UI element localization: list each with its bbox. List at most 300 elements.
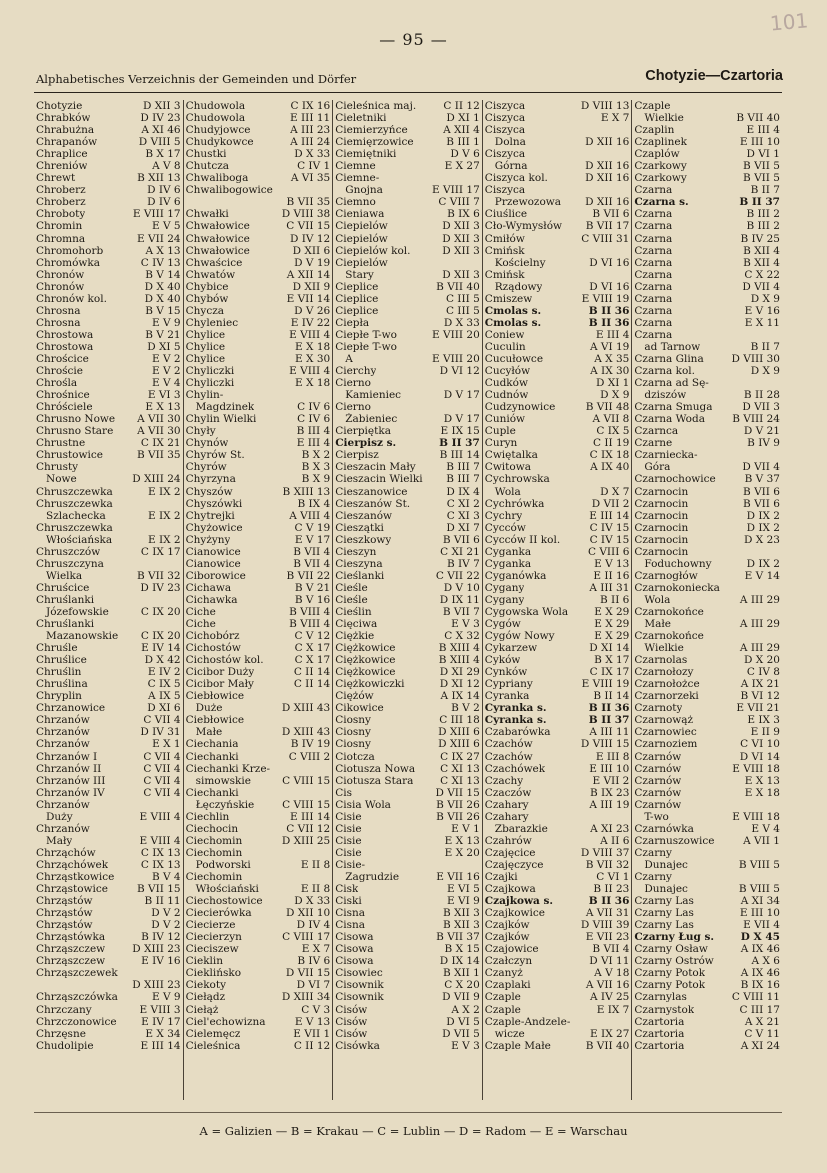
place-name: Chruszczyna: [36, 557, 104, 570]
place-name: Ciszyca: [484, 112, 526, 125]
index-entry: [36, 522, 181, 534]
map-code: C II 14: [293, 678, 331, 691]
place-name: Cieszkowy: [335, 533, 392, 546]
map-code: [328, 714, 330, 726]
place-name: Czaple Małe: [484, 1039, 551, 1052]
place-name: Chyliczki: [185, 365, 235, 378]
place-name: Kościelny: [494, 256, 546, 269]
index-entry: [36, 413, 181, 425]
index-entry: [36, 714, 181, 726]
place-name: Ciechanki: [185, 786, 239, 799]
map-code: [179, 522, 181, 534]
map-code: C IX 13: [140, 858, 181, 871]
index-entry: [485, 666, 630, 678]
map-code: C IV 13: [140, 256, 181, 269]
index-entry: [335, 702, 480, 714]
place-name: Cieślanki: [335, 569, 385, 582]
place-name: Chrząstówka: [36, 931, 106, 944]
map-code: A IX 14: [440, 690, 480, 703]
index-entry: [36, 353, 181, 365]
map-code: C IX 17: [140, 545, 181, 558]
place-name: Zbarazkie: [494, 822, 548, 835]
index-entry: [485, 245, 630, 257]
map-code: D IV 31: [140, 726, 181, 739]
place-name: Cieśle: [335, 581, 368, 594]
place-name: Ciecierzyn: [185, 931, 242, 944]
map-code: D V 17: [443, 389, 480, 402]
index-entry: [485, 257, 630, 269]
place-name: Ciszyca: [484, 124, 526, 137]
index-entry: [186, 955, 331, 967]
map-code: [179, 799, 181, 811]
place-name: Czarny Ostrów: [634, 955, 714, 968]
index-entry: [634, 498, 780, 510]
index-entry: [634, 184, 780, 196]
map-code: B II 6: [600, 593, 630, 606]
map-code: B XII 1: [442, 967, 480, 980]
map-code: E VI 9: [447, 895, 480, 908]
index-entry: [634, 678, 780, 690]
map-code: [179, 498, 181, 510]
place-name: Cichostów: [185, 642, 241, 655]
running-header-range: Chotyzie—Czartoria: [645, 68, 783, 84]
place-name: Cyranka: [484, 690, 530, 703]
index-entry: [36, 100, 181, 112]
place-name: Czajęczyce: [484, 858, 544, 871]
index-entry: [335, 112, 480, 124]
index-entry: [186, 811, 331, 823]
place-name: Czarny Osław: [634, 943, 708, 956]
map-code: A VIII 4: [289, 509, 331, 522]
place-name: Cierno: [335, 377, 371, 390]
place-name: Chrzęsne: [36, 1027, 86, 1040]
place-name: Czarna Smuga: [634, 401, 713, 414]
index-entry: [634, 269, 780, 281]
place-name: Czartoria: [634, 1027, 685, 1040]
map-code: D V 21: [743, 425, 780, 438]
map-code: B V 37: [744, 473, 780, 486]
map-code: D XIII 23: [132, 979, 181, 992]
map-code: A IX 46: [740, 967, 780, 980]
place-name: Chwałowice: [185, 232, 250, 245]
place-name: Chrzanów IV: [36, 786, 105, 799]
place-name: Czachów: [484, 750, 533, 763]
map-code: B II 14: [593, 690, 630, 703]
map-code: B III 4: [296, 425, 331, 438]
map-code: [328, 847, 330, 859]
place-name: Czarnocin: [634, 485, 689, 498]
map-code: D VII 4: [742, 461, 780, 474]
map-code: E X 13: [444, 834, 480, 847]
place-name: Czarnocin: [634, 509, 689, 522]
map-code: E V 14: [744, 569, 780, 582]
place-name: Ciepielów: [335, 232, 388, 245]
index-entry: [186, 991, 331, 1003]
index-entry: [485, 522, 630, 534]
map-code: [778, 847, 780, 859]
map-code: B VII 4: [592, 943, 630, 956]
index-entry: [335, 329, 480, 341]
index-entry: [36, 895, 181, 907]
index-entry: [36, 558, 181, 570]
map-code: B VII 32: [136, 569, 181, 582]
index-entry: [335, 534, 480, 546]
place-name: A: [345, 352, 353, 365]
index-entry: [186, 245, 331, 257]
place-name: Ciężkowice: [335, 666, 396, 679]
map-code: D V 2: [151, 907, 181, 920]
index-entry: [634, 883, 780, 895]
place-name: Cynków: [484, 666, 528, 679]
place-name: Chrząchówek: [36, 858, 109, 871]
map-code: E X 13: [744, 774, 780, 787]
place-name: Czarnocin: [634, 545, 689, 558]
place-name: Chromna: [36, 232, 86, 245]
place-name: Czachówek: [484, 762, 546, 775]
map-code: [778, 799, 780, 811]
place-name: Ciechomin: [185, 834, 243, 847]
index-entry: [36, 955, 181, 967]
index-entry: [335, 799, 480, 811]
map-code: E IX 15: [440, 425, 480, 438]
index-entry: [36, 341, 181, 353]
map-code: C VIII 15: [282, 774, 331, 787]
place-name: Mały: [46, 834, 73, 847]
index-entry: [485, 847, 630, 859]
place-name: Czarna: [634, 292, 673, 305]
place-name: Czachów: [484, 738, 533, 751]
map-code: C IX 13: [140, 846, 181, 859]
map-code: D XIII 23: [132, 943, 181, 956]
place-name: Foduchowny: [644, 557, 712, 570]
map-code: D XII 16: [585, 172, 630, 185]
index-entry: [335, 919, 480, 931]
map-code: B IX 4: [297, 497, 331, 510]
map-code: B VII 35: [136, 449, 181, 462]
map-code: [179, 461, 181, 473]
index-entry: [186, 1040, 331, 1052]
index-entry: [485, 184, 630, 196]
index-entry: [186, 401, 331, 413]
place-name: Małe: [195, 726, 223, 739]
map-code: B VI 12: [740, 690, 780, 703]
index-entry: [485, 859, 630, 871]
index-entry: [335, 208, 480, 220]
place-name: Cuniów: [484, 413, 526, 426]
index-entry: [186, 1028, 331, 1040]
map-code: A VII 31: [585, 907, 630, 920]
place-name: Zagrudzie: [345, 871, 400, 883]
index-entry: [36, 943, 181, 955]
index-entry: [485, 582, 630, 594]
index-entry: [335, 678, 480, 690]
place-name: Cyganówka: [484, 569, 547, 582]
map-code: D X 9: [600, 389, 630, 402]
place-name: Chwaliboga: [185, 172, 249, 185]
place-name: Cisna: [335, 907, 365, 920]
index-entry: [335, 257, 480, 269]
index-entry: [485, 100, 630, 112]
place-name: Czarna: [634, 304, 673, 317]
map-code: D VI 1: [746, 148, 780, 161]
map-code: D X 45: [740, 931, 780, 944]
index-entry: [634, 702, 780, 714]
map-code: E III 4: [746, 124, 780, 137]
place-name: Czarny: [634, 871, 672, 883]
place-name: Chrosna: [36, 304, 81, 317]
map-code: B VII 26: [436, 810, 480, 823]
map-code: B II 7: [750, 340, 780, 353]
map-code: E V 1: [451, 822, 480, 835]
map-code: B IV 12: [141, 931, 181, 944]
place-name: Czarna: [634, 316, 673, 329]
map-code: B II 36: [588, 316, 630, 329]
index-entry: [634, 449, 780, 461]
index-entry: [36, 823, 181, 835]
index-entry: [36, 437, 181, 449]
map-code: C VII 4: [143, 786, 181, 799]
index-entry: [186, 726, 331, 738]
index-entry: [485, 124, 630, 136]
index-entry: [335, 100, 480, 112]
place-name: Duży: [46, 810, 73, 823]
map-code: A X 2: [451, 1003, 480, 1016]
place-name: Cieplice: [335, 280, 379, 293]
map-code: D IX 4: [446, 485, 480, 498]
map-code: C IV 8: [746, 666, 780, 679]
index-entry: [36, 570, 181, 582]
map-code: E II 8: [300, 858, 331, 871]
place-name: Cierpiętka: [335, 425, 391, 438]
index-entry: [634, 437, 780, 449]
place-name: Czarnokońce: [634, 630, 704, 643]
place-name: Cuculin: [484, 340, 526, 353]
map-code: C V 19: [294, 521, 331, 534]
index-entry: [485, 473, 630, 485]
place-name: Cychry: [484, 509, 523, 522]
index-entry: [36, 401, 181, 413]
map-code: C VII 4: [143, 762, 181, 775]
map-code: [627, 245, 629, 257]
place-name: Cisowa: [335, 943, 374, 956]
index-entry: [485, 775, 630, 787]
index-entry: [186, 642, 331, 654]
index-entry: [485, 654, 630, 666]
index-entry: [36, 666, 181, 678]
index-entry: [335, 943, 480, 955]
map-code: C IV 15: [589, 521, 630, 534]
map-code: D VIII 13: [580, 100, 630, 112]
index-entry: [186, 196, 331, 208]
index-entry: [335, 606, 480, 618]
index-entry: [36, 871, 181, 883]
map-code: D V 2: [151, 919, 181, 932]
index-entry: [36, 329, 181, 341]
map-code: A X 21: [744, 1015, 780, 1028]
index-entry: [335, 787, 480, 799]
place-name: Cicibor Duży: [185, 666, 255, 679]
index-entry: [186, 606, 331, 618]
place-name: Chycza: [185, 304, 224, 317]
place-name: Czarnocin: [634, 533, 689, 546]
place-name: Czaple-Andzele-: [484, 1015, 571, 1028]
place-name: wicze: [494, 1027, 525, 1040]
map-code: D XI 1: [446, 112, 480, 125]
place-name: Chrzczany: [36, 1003, 92, 1016]
index-entry: [335, 124, 480, 136]
place-name: Chrusty: [36, 461, 79, 474]
index-entry: [485, 365, 630, 377]
map-code: E X 29: [594, 630, 630, 643]
place-name: Chybów: [185, 292, 229, 305]
index-entry: [335, 835, 480, 847]
place-name: Czarna Glina: [634, 352, 704, 365]
index-entry: [485, 594, 630, 606]
index-entry: [36, 702, 181, 714]
map-code: B VII 48: [585, 401, 630, 414]
map-code: [478, 401, 480, 413]
index-entry: [36, 979, 181, 991]
place-name: Chutcza: [185, 160, 230, 173]
index-entry: [36, 389, 181, 401]
index-entry: [186, 425, 331, 437]
place-name: Ciepielów: [335, 256, 388, 269]
index-entry: [335, 281, 480, 293]
index-entry: [485, 437, 630, 449]
index-entry: [335, 931, 480, 943]
index-entry: [36, 582, 181, 594]
index-entry: [36, 594, 181, 606]
index-entry: [485, 811, 630, 823]
map-code: B V 21: [294, 581, 331, 594]
map-code: D XI 1: [595, 377, 630, 390]
place-name: Cwiętalka: [484, 449, 538, 462]
place-name: Cudnów: [484, 389, 529, 402]
index-entry: [186, 305, 331, 317]
index-entry: [36, 245, 181, 257]
index-entry: [634, 124, 780, 136]
place-name: Ciepielów: [335, 220, 388, 233]
map-code: E IX 2: [147, 509, 181, 522]
index-entry: [634, 353, 780, 365]
map-code: B XII 13: [137, 172, 181, 185]
index-entry: [186, 931, 331, 943]
map-code: C XI 13: [440, 774, 480, 787]
index-entry: [36, 618, 181, 630]
place-name: Cisna: [335, 919, 365, 932]
place-name: Ciski: [335, 895, 362, 908]
place-name: Szlachecka: [46, 509, 106, 522]
place-name: Włościańska: [46, 533, 113, 546]
map-code: E X 11: [744, 316, 780, 329]
index-entry: [634, 895, 780, 907]
place-name: Cieszyna: [335, 557, 383, 570]
place-name: Cieszanów: [335, 509, 393, 522]
place-name: Cisownik: [335, 979, 384, 992]
map-code: D X 9: [750, 292, 780, 305]
index-entry: [186, 100, 331, 112]
place-name: Czarnogłów: [634, 569, 698, 582]
index-entry: [485, 1028, 630, 1040]
map-code: A XI 34: [740, 895, 780, 908]
place-name: Czarnów: [634, 750, 682, 763]
place-name: Cisk: [335, 883, 359, 896]
place-name: Chudykowce: [185, 136, 254, 149]
map-code: D X 42: [144, 654, 181, 667]
map-code: A XII 4: [443, 124, 480, 137]
place-name: Chrząstów: [36, 907, 93, 920]
map-code: [478, 257, 480, 269]
index-entry: [36, 148, 181, 160]
map-code: [627, 124, 629, 136]
map-code: E IX 3: [747, 714, 780, 727]
index-entry: [634, 666, 780, 678]
place-name: Coniew: [484, 328, 525, 341]
index-entry: [485, 160, 630, 172]
map-code: C X 22: [744, 268, 780, 281]
index-entry: [485, 148, 630, 160]
index-entry: [36, 883, 181, 895]
map-code: D VII 15: [285, 967, 331, 980]
map-code: C VII 22: [435, 569, 480, 582]
place-name: Czahary: [484, 798, 529, 811]
map-code: D XIII 6: [438, 726, 480, 739]
place-name: Chrząszczew: [36, 943, 106, 956]
place-name: Czarna: [634, 328, 673, 341]
map-code: D V 17: [443, 413, 480, 426]
map-code: E V 4: [751, 822, 780, 835]
map-code: B VII 35: [286, 196, 331, 209]
map-code: B VII 4: [293, 557, 331, 570]
place-name: Cisówka: [335, 1039, 380, 1052]
place-name: Cikowice: [335, 702, 384, 715]
place-name: Duże: [195, 702, 223, 715]
map-code: B VII 5: [743, 172, 780, 185]
index-entry: [634, 160, 780, 172]
map-code: D XII 3: [442, 232, 480, 245]
map-code: [179, 967, 181, 979]
map-code: C V 12: [294, 630, 331, 643]
index-entry: [335, 233, 480, 245]
index-entry: [36, 305, 181, 317]
map-code: C VIII 31: [581, 232, 630, 245]
index-entry: [186, 895, 331, 907]
index-entry: [634, 1028, 780, 1040]
map-code: B II 11: [144, 895, 181, 908]
map-code: B VIII 4: [289, 618, 331, 631]
map-code: D IV 4: [296, 919, 331, 932]
map-code: E V 3: [451, 1039, 480, 1052]
map-code: A VI 35: [290, 172, 331, 185]
index-entry: [186, 570, 331, 582]
place-name: Chyżowice: [185, 521, 243, 534]
index-entry: [634, 100, 780, 112]
map-code: E VIII 3: [139, 1003, 181, 1016]
map-code: B V 16: [294, 593, 331, 606]
index-entry: [634, 618, 780, 630]
index-entry: [335, 570, 480, 582]
place-name: Czarna: [634, 244, 673, 257]
index-entry: [186, 594, 331, 606]
index-entry: [186, 702, 331, 714]
map-code: E X 7: [301, 943, 331, 956]
index-entry: [186, 208, 331, 220]
index-entry: [186, 654, 331, 666]
place-name: Chrewt: [36, 172, 76, 185]
index-entry: [186, 775, 331, 787]
map-code: C X 20: [444, 979, 480, 992]
index-entry: [186, 148, 331, 160]
